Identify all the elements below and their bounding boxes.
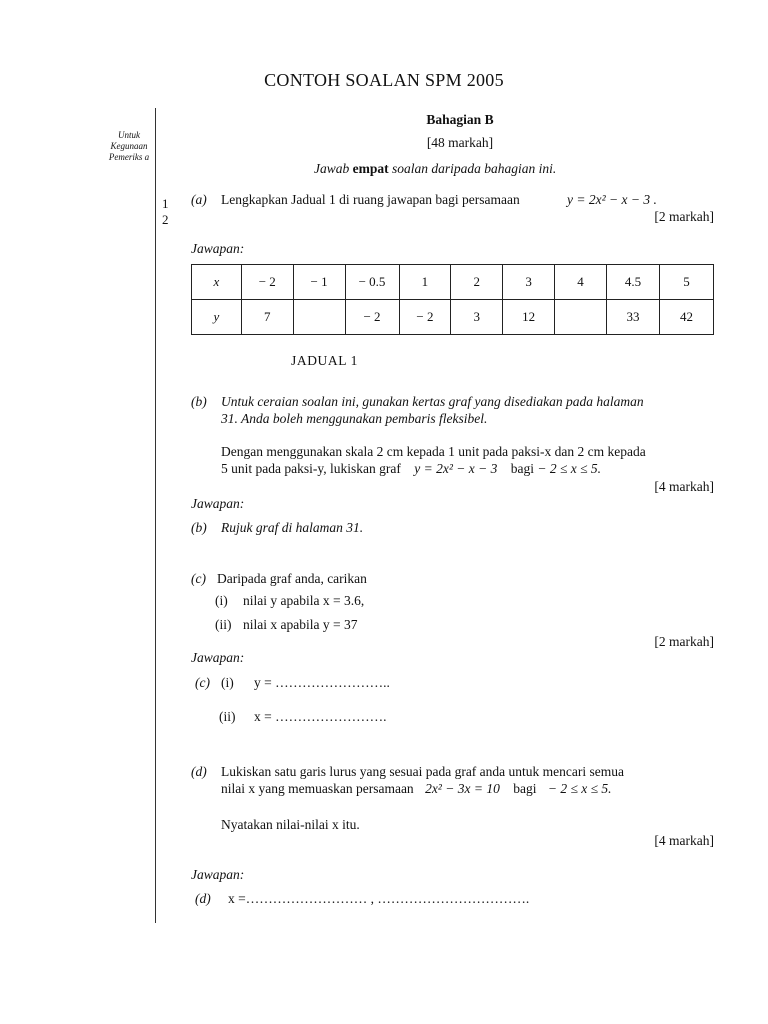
table-cell-blank[interactable] bbox=[293, 300, 345, 335]
instruction-prefix: Jawab bbox=[314, 161, 350, 176]
part-d-answer-d: (d) bbox=[195, 891, 211, 906]
part-c-sub-ii-text: nilai x apabila y = 37 bbox=[243, 617, 358, 632]
part-d-marks: [4 markah] bbox=[654, 833, 714, 848]
part-a-equation: y = 2x² − x − 3 . bbox=[567, 192, 657, 207]
part-b-equation: y = 2x² − x − 3 bbox=[414, 461, 498, 476]
question-number bbox=[162, 196, 169, 228]
table-cell: 4 bbox=[555, 265, 607, 300]
table-cell: − 2 bbox=[345, 300, 399, 335]
section-heading: Bahagian B bbox=[426, 112, 494, 127]
part-b-range: − 2 ≤ x ≤ 5. bbox=[537, 461, 601, 476]
part-c-marks: [2 markah] bbox=[654, 634, 714, 649]
table-cell: 42 bbox=[659, 300, 713, 335]
section-instruction bbox=[314, 160, 556, 177]
part-c-sub-i-label: (i) bbox=[215, 593, 228, 608]
part-c-answer-ii[interactable]: x = ……………………. bbox=[254, 709, 387, 724]
table-cell: − 0.5 bbox=[345, 265, 399, 300]
part-d-range: − 2 ≤ x ≤ 5. bbox=[547, 781, 612, 796]
part-b-answer-text: Rujuk graf di halaman 31. bbox=[221, 520, 364, 535]
part-d-answer-label: Jawapan: bbox=[191, 867, 245, 882]
part-c-sub-i-text: nilai y apabila x = 3.6, bbox=[243, 593, 365, 608]
part-c-answer-i[interactable]: y = …………………….. bbox=[254, 675, 390, 690]
part-b-line-4-a: 5 unit pada paksi-y, lukiskan graf bbox=[221, 461, 401, 476]
margin-divider bbox=[155, 108, 156, 923]
part-d-line-3: Nyatakan nilai-nilai x itu. bbox=[221, 817, 360, 832]
part-b-marks: [4 markah] bbox=[654, 479, 714, 494]
part-a-label: (a) bbox=[191, 192, 207, 207]
part-a-marks: [2 markah] bbox=[654, 209, 714, 224]
part-b-label: (b) bbox=[191, 394, 207, 409]
part-b-line-1: Untuk ceraian soalan ini, gunakan kertas graf yang disediakan pada halaman bbox=[221, 394, 644, 409]
part-d-line-2-a: nilai x yang memuaskan persamaan bbox=[221, 781, 414, 796]
part-d-line-2 bbox=[221, 780, 612, 797]
part-b-line-4-b: bagi bbox=[510, 461, 534, 476]
table-row-x bbox=[192, 265, 714, 300]
table-cell: 1 bbox=[399, 265, 451, 300]
question-number-digit-1: 1 bbox=[162, 196, 169, 211]
table-cell: 3 bbox=[503, 265, 555, 300]
instruction-bold: empat bbox=[352, 161, 389, 176]
part-b-answer-label: Jawapan: bbox=[191, 496, 245, 511]
part-c-answer-label: Jawapan: bbox=[191, 650, 245, 665]
section-marks: [48 markah] bbox=[426, 135, 494, 150]
part-a-answer-label: Jawapan: bbox=[191, 241, 245, 256]
part-c-sub-ii-label: (ii) bbox=[215, 617, 232, 632]
part-c-text: Daripada graf anda, carikan bbox=[217, 571, 367, 586]
part-c-answer-ii-label: (ii) bbox=[219, 709, 236, 724]
page-title: CONTOH SOALAN SPM 2005 bbox=[264, 70, 504, 90]
table-cell: − 2 bbox=[241, 265, 293, 300]
part-a-text: Lengkapkan Jadual 1 di ruang jawapan bagi persamaan bbox=[221, 192, 520, 207]
part-c-answer-i-label: (i) bbox=[221, 675, 234, 690]
table-cell: − 2 bbox=[399, 300, 451, 335]
table-cell-blank[interactable] bbox=[555, 300, 607, 335]
table-cell-y-label: y bbox=[192, 300, 242, 335]
jadual-1-table bbox=[191, 264, 714, 335]
part-d-answer-text[interactable]: x =……………………… , ……………………………. bbox=[228, 891, 530, 906]
table-cell: 33 bbox=[606, 300, 659, 335]
part-b-line-2: 31. Anda boleh menggunakan pembaris fleksibel. bbox=[221, 411, 488, 426]
table-cell: 12 bbox=[503, 300, 555, 335]
table-cell: 5 bbox=[659, 265, 713, 300]
table-cell: 4.5 bbox=[606, 265, 659, 300]
part-d-line-2-b: bagi bbox=[513, 781, 537, 796]
part-b-answer-b: (b) bbox=[191, 520, 207, 535]
table-cell-x-label: x bbox=[192, 265, 242, 300]
part-c-answer-c: (c) bbox=[195, 675, 210, 690]
margin-note: Untuk Kegunaan Pemeriks a bbox=[108, 130, 150, 162]
table-caption: JADUAL 1 bbox=[291, 353, 358, 368]
question-number-digit-2: 2 bbox=[162, 212, 169, 227]
table-cell: 7 bbox=[241, 300, 293, 335]
table-cell: − 1 bbox=[293, 265, 345, 300]
part-d-label: (d) bbox=[191, 764, 207, 779]
part-d-equation: 2x² − 3x = 10 bbox=[425, 781, 500, 796]
instruction-suffix: soalan daripada bahagian ini. bbox=[392, 161, 557, 176]
part-c-label: (c) bbox=[191, 571, 206, 586]
table-row-y bbox=[192, 300, 714, 335]
part-d-line-1: Lukiskan satu garis lurus yang sesuai pada graf anda untuk mencari semua bbox=[221, 764, 625, 779]
table-cell: 3 bbox=[451, 300, 503, 335]
table-cell: 2 bbox=[451, 265, 503, 300]
part-b-line-3: Dengan menggunakan skala 2 cm kepada 1 unit pada paksi-x dan 2 cm kepada bbox=[221, 444, 646, 459]
part-b-line-4 bbox=[221, 460, 601, 477]
